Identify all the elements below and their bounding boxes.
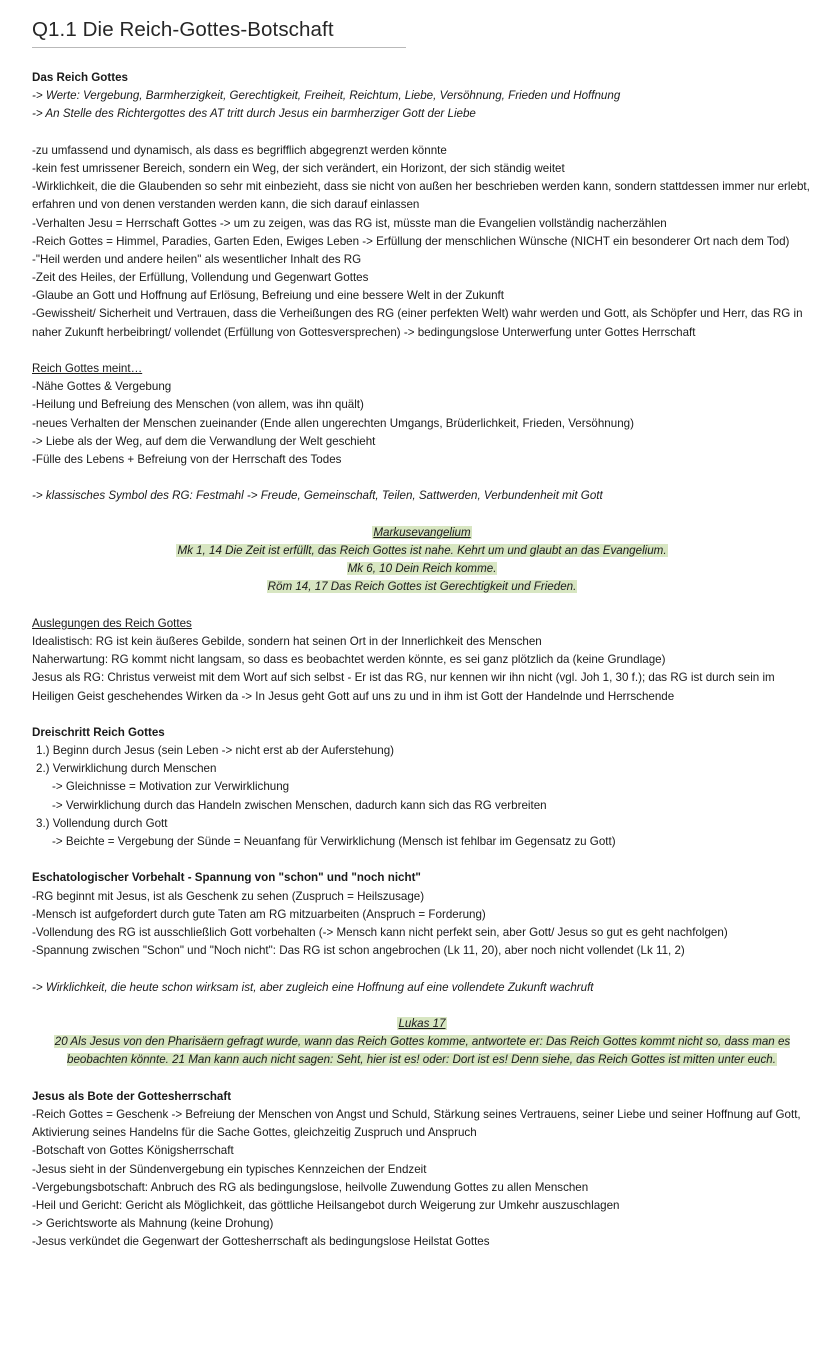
list-item: -zu umfassend und dynamisch, als dass es begrifflich abgegrenzt werden könnte: [32, 143, 447, 157]
wirklichkeit-summary-line: -> Wirklichkeit, die heute schon wirksam ist, aber zugleich eine Hoffnung auf eine vollendete Zukunft wachruft: [32, 980, 594, 994]
document-body: [32, 69, 812, 1251]
list-item: -Zeit des Heiles, der Erfüllung, Vollendung und Gegenwart Gottes: [32, 271, 369, 285]
list-item: Idealistisch: RG ist kein äußeres Gebilde, sondern hat seinen Ort in der Innerlichkeit des Menschen: [32, 634, 542, 648]
list-item: -Reich Gottes = Geschenk -> Befreiung der Menschen von Angst und Schuld, Stärkung seines Vertrauens, seiner Liebe und seiner Hoffnung auf Gott, Aktivierung seines Handelns für die Sache Gottes, gleichzeitig Zuspruch und Anspruch: [32, 1107, 801, 1140]
list-item: -Glaube an Gott und Hoffnung auf Erlösung, Befreiung und eine bessere Welt in der Zukunft: [32, 289, 504, 303]
lukas-quote-heading: Lukas 17: [398, 1016, 446, 1030]
list-item: -Fülle des Lebens + Befreiung von der Herrschaft des Todes: [32, 453, 342, 467]
section-heading-dreischritt: Dreischritt Reich Gottes: [32, 725, 165, 739]
section-heading-auslegungen: Auslegungen des Reich Gottes: [32, 616, 192, 630]
richtergott-line: -> An Stelle des Richtergottes des AT tritt durch Jesus ein barmherziger Gott der Liebe: [32, 107, 476, 121]
list-item: -Mensch ist aufgefordert durch gute Taten am RG mitzuarbeiten (Anspruch = Forderung): [32, 907, 486, 921]
list-item: -Heil und Gericht: Gericht als Möglichkeit, das göttliche Heilsangebot durch Weigerung zur Umkehr auszuschlagen: [32, 1198, 620, 1212]
list-item: -Wirklichkeit, die die Glaubenden so sehr mit einbezieht, dass sie nicht von außen her beschrieben werden kann, sondern stattdessen immer nur erlebt, erfahren und von denen verstanden werden kann, die sich darauf einlassen: [32, 180, 810, 212]
list-item: -Vergebungsbotschaft: Anbruch des RG als bedingungslose, heilvolle Zuwendung Gottes zu allen Menschen: [32, 1180, 589, 1194]
list-item: -Gewissheit/ Sicherheit und Vertrauen, dass die Verheißungen des RG (einer perfekten Welt) wahr werden und Gott, als Schöpfer und Herr, das RG in naher Zukunft herbeibringt/ vollendet (Erfüllung von Gottesversprechen) -> bedingungslose Unterwerfung unter Gottes Herrschaft: [32, 307, 803, 339]
quote-line: Röm 14, 17 Das Reich Gottes ist Gerechtigkeit und Frieden.: [267, 580, 577, 594]
list-item: -Verhalten Jesu = Herrschaft Gottes -> um zu zeigen, was das RG ist, müsste man die Evangelien vollständig nacherzählen: [32, 216, 667, 230]
values-line: -> Werte: Vergebung, Barmherzigkeit, Gerechtigkeit, Freiheit, Reichtum, Liebe, Versöhnung, Frieden und Hoffnung: [32, 89, 621, 103]
section-heading-reich-gottes: Das Reich Gottes: [32, 71, 128, 84]
step-subitem: -> Beichte = Vergebung der Sünde = Neuanfang für Verwirklichung (Mensch ist fehlbar im Gegensatz zu Gott): [52, 835, 616, 849]
lukas-quote-text: 20 Als Jesus von den Pharisäern gefragt wurde, wann das Reich Gottes komme, antwortete er: Das Reich Gottes kommt nicht so, dass man es beobachten könnte. 21 Man kann auch nicht sagen: Seht, hier ist es! oder: Dort ist es! Denn siehe, das Reich Gottes ist mitten unter euch.: [54, 1035, 791, 1067]
page-title: Q1.1 Die Reich-Gottes-Botschaft: [32, 18, 334, 41]
list-item: -Vollendung des RG ist ausschließlich Gott vorbehalten (-> Mensch kann nicht perfekt sein, aber Gott/ Jesus so gut es geht nachfolgen): [32, 925, 728, 939]
festmahl-symbol-line: -> klassisches Symbol des RG: Festmahl -> Freude, Gemeinschaft, Teilen, Sattwerden, Verbundenheit mit Gott: [32, 489, 603, 503]
list-item: Jesus als RG: Christus verweist mit dem Wort auf sich selbst - Er ist das RG, nur kennen wir ihn nicht (vgl. Joh 1, 30 f.); das RG ist durch sein im Heiligen Geist geschehendes Wirken da -> In Jesus geht Gott auf uns zu und in ihm ist Gott der Handelnde und Herrschende: [32, 671, 775, 703]
step-item: 3.) Vollendung durch Gott: [36, 816, 168, 830]
title-block: [32, 16, 406, 48]
list-item: -Reich Gottes = Himmel, Paradies, Garten Eden, Ewiges Leben -> Erfüllung der menschlichen Wünsche (NICHT ein besonderer Ort nach dem Tod): [32, 234, 790, 248]
step-subitem: -> Gleichnisse = Motivation zur Verwirklichung: [52, 780, 290, 794]
step-subitem: -> Verwirklichung durch das Handeln zwischen Menschen, dadurch kann sich das RG verbreiten: [52, 798, 547, 812]
list-item: -Spannung zwischen "Schon" und "Noch nicht": Das RG ist schon angebrochen (Lk 11, 20), aber noch nicht vollendet (Lk 11, 2): [32, 944, 685, 958]
list-item: Naherwartung: RG kommt nicht langsam, so dass es beobachtet werden könnte, es sei ganz plötzlich da (keine Grundlage): [32, 653, 666, 667]
markus-quote-heading: Markusevangelium: [373, 525, 471, 539]
step-item: 2.) Verwirklichung durch Menschen: [36, 762, 217, 776]
list-item: -RG beginnt mit Jesus, ist als Geschenk zu sehen (Zuspruch = Heilszusage): [32, 889, 425, 903]
list-item: -kein fest umrissener Bereich, sondern ein Weg, der sich verändert, ein Horizont, der sich ständig weitet: [32, 161, 565, 175]
list-item: -neues Verhalten der Menschen zueinander (Ende allen ungerechten Umgangs, Brüderlichkeit, Frieden, Versöhnung): [32, 416, 634, 430]
list-item: -Jesus sieht in der Sündenvergebung ein typisches Kennzeichen der Endzeit: [32, 1162, 427, 1176]
list-item: -> Gerichtsworte als Mahnung (keine Drohung): [32, 1217, 274, 1231]
list-item: -> Liebe als der Weg, auf dem die Verwandlung der Welt geschieht: [32, 434, 376, 448]
quote-line: Mk 6, 10 Dein Reich komme.: [347, 562, 497, 576]
section-heading-eschatologisch: Eschatologischer Vorbehalt - Spannung von "schon" und "noch nicht": [32, 871, 421, 885]
list-item: -"Heil werden und andere heilen" als wesentlicher Inhalt des RG: [32, 252, 362, 266]
list-item: -Jesus verkündet die Gegenwart der Gottesherrschaft als bedingungslose Heilstat Gottes: [32, 1235, 490, 1249]
list-item: -Botschaft von Gottes Königsherrschaft: [32, 1144, 234, 1158]
list-item: -Heilung und Befreiung des Menschen (von allem, was ihn quält): [32, 398, 364, 412]
section-heading-meint: Reich Gottes meint…: [32, 362, 143, 376]
section-heading-jesus-bote: Jesus als Bote der Gottesherrschaft: [32, 1089, 232, 1103]
step-item: 1.) Beginn durch Jesus (sein Leben -> nicht erst ab der Auferstehung): [36, 744, 395, 758]
list-item: -Nähe Gottes & Vergebung: [32, 380, 172, 394]
quote-line: Mk 1, 14 Die Zeit ist erfüllt, das Reich Gottes ist nahe. Kehrt um und glaubt an das Evangelium.: [177, 543, 667, 557]
